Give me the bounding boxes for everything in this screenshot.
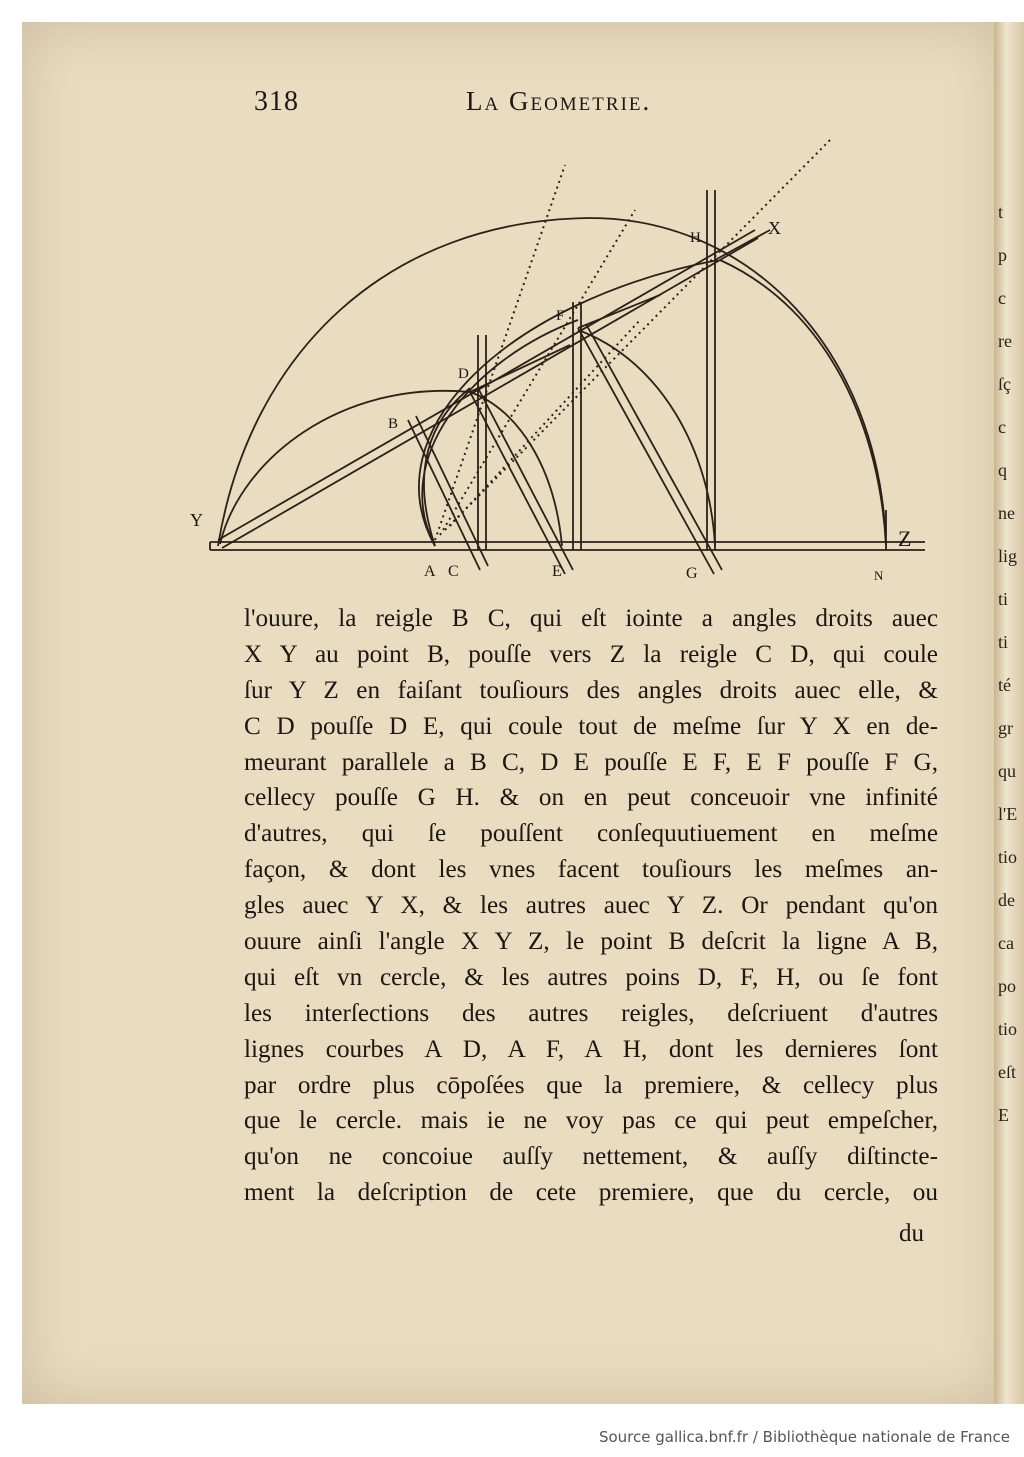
facing-page-edge: t p c re ſç c q ne lig ti ti té gr qu l'E tio de ca po tio eſt E [994,22,1024,1404]
label-Y: Y [190,510,203,530]
page-header [254,86,754,118]
label-X: X [768,218,781,238]
label-E: E [552,563,562,580]
arc-E [720,260,886,546]
text-line: par ordre plus cōpoſées que la premiere, & cellecy plus [244,1071,938,1099]
outer-arc [218,218,886,546]
ruler-YX-bottom [222,238,758,548]
text-line: X Y au point B, pouſſe vers Z la reigle C D, qui coule [244,640,938,668]
label-Z: Z [898,526,912,551]
arc-G [578,330,715,546]
text-line: façon, & dont les vnes facent touſiours les meſmes an- [244,856,938,884]
text-line: les interſections des autres reigles, deſcriuent d'autres [244,999,938,1027]
running-title: La Geometrie. [466,86,652,116]
dotted-2 [440,210,635,535]
text-line: C D pouſſe D E, qui coule tout de meſme ſur Y X en de- [244,712,938,740]
label-A: A [424,563,436,580]
body-text [244,601,938,1211]
compass-diagram-svg [190,130,950,590]
source-credit: Source gallica.bnf.fr / Bibliothèque nationale de France [598,1428,1010,1446]
text-line: cellecy pouſſe G H. & on en peut conceuoir vne infinité [244,784,938,812]
label-C: C [448,563,459,580]
figure-lines [210,190,925,574]
dotted-1 [435,165,565,540]
text-line: gles auec Y X, & les autres auec Y Z. Or pendant qu'on [244,892,938,920]
dotted-3 [445,140,830,530]
text-line: qu'on ne concoiue auſſy nettement, & auſſy diſtincte- [244,1143,938,1171]
label-N: N [874,568,884,583]
text-line: l'ouure, la reigle B C, qui eſt iointe a angles droits auec [244,605,938,632]
rule-FG-b [586,324,722,570]
geometric-figure [190,130,950,590]
label-F: F [556,308,565,324]
text-line: lignes courbes A D, A F, A H, dont les dernieres ſont [244,1035,938,1063]
text-line: ouure ainſi l'angle X Y Z, le point B deſcrit la ligne A B, [244,928,938,956]
label-B: B [388,416,399,432]
link-D [470,345,570,392]
text-line: que le cercle. mais ie ne voy pas ce qui peut empeſcher, [244,1107,938,1135]
label-G: G [686,565,698,582]
dotted-lines [435,140,830,540]
curve-AF [422,320,578,546]
link-H [715,230,770,260]
catchword: du [899,1220,924,1247]
page-number: 318 [254,86,299,117]
label-H: H [690,230,701,246]
text-line: ſur Y Z en faiſant touſiours des angles droits auec elle, & [244,676,938,704]
text-line: meurant parallele a B C, D E pouſſe E F, E F pouſſe F G, [244,748,938,776]
curve-AH [419,260,718,546]
text-line: ment la deſcription de cete premiere, que du cercle, ou [244,1179,938,1207]
text-line: d'autres, qui ſe pouſſent conſequutiuement en meſme [244,820,938,848]
rule-DE-a [470,392,565,574]
label-D: D [458,366,469,382]
text-line: qui eſt vn cercle, & les autres poins D, F, H, ou ſe font [244,963,938,991]
